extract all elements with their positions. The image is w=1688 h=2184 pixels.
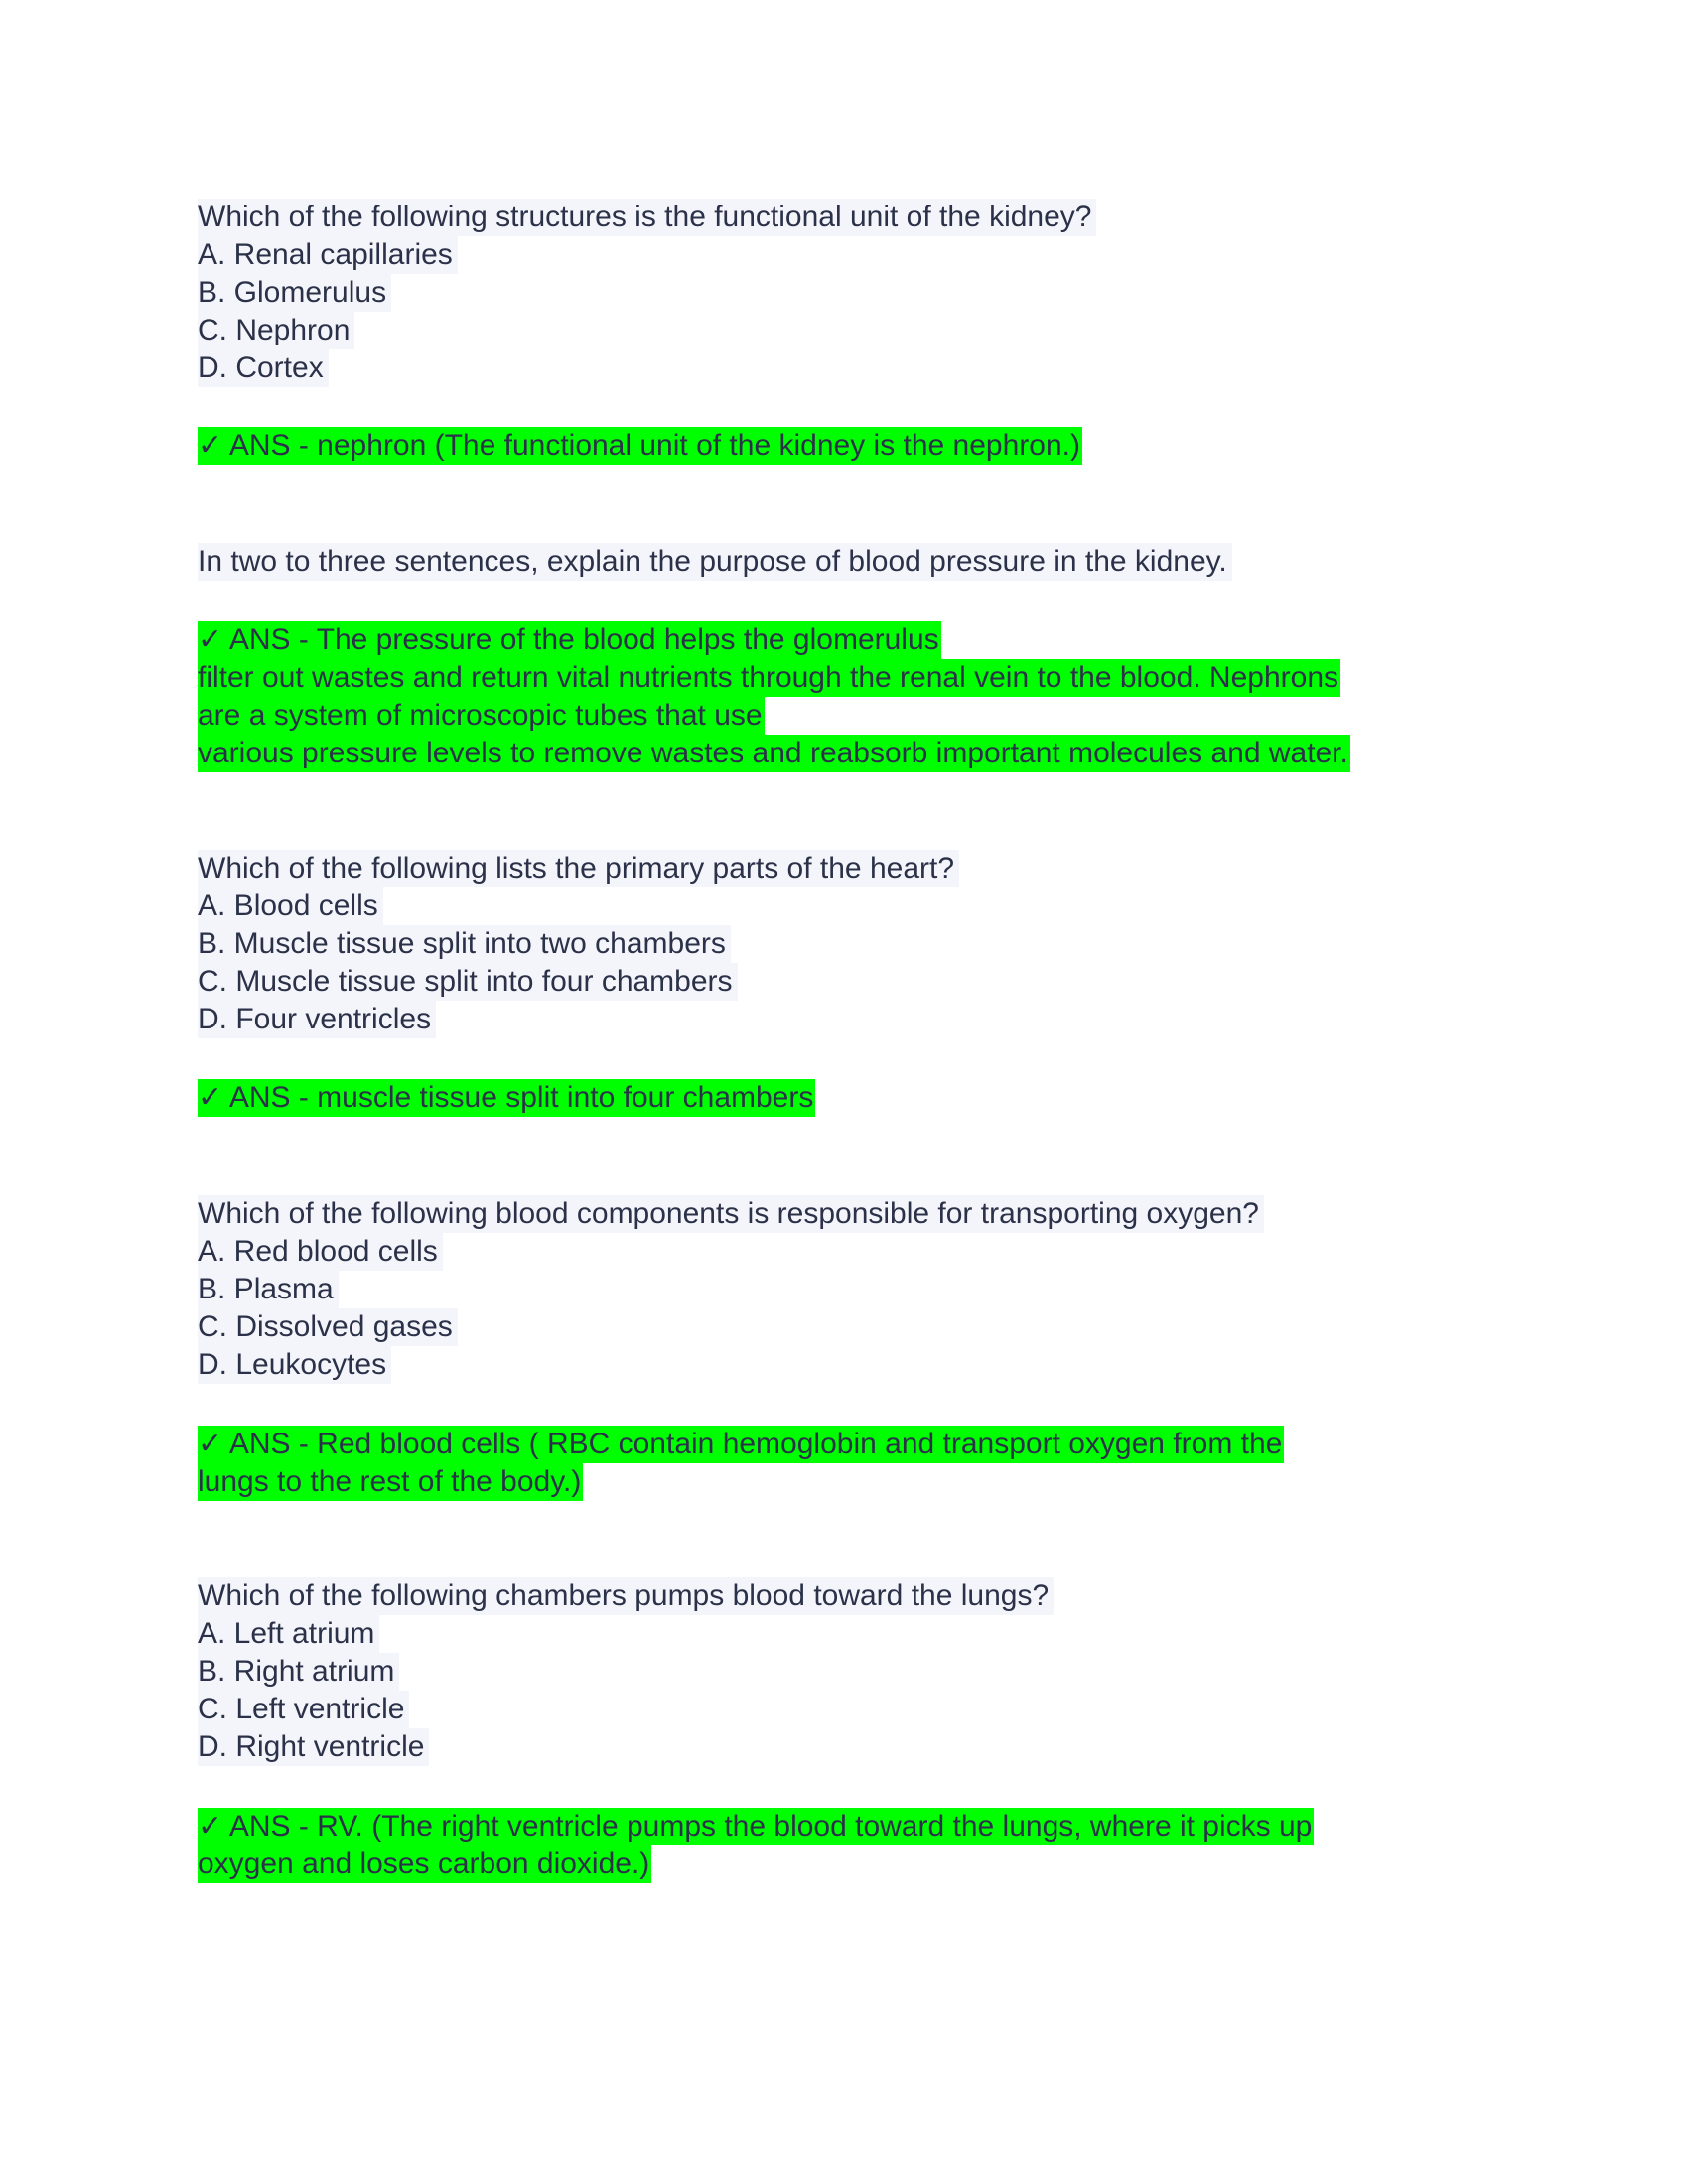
option-a: A. Red blood cells [198,1233,443,1271]
option-c: C. Left ventricle [198,1691,409,1728]
answer-line: various pressure levels to remove wastes and reabsorb important molecules and water. [198,735,1350,772]
question-prompt: Which of the following structures is the functional unit of the kidney? [198,199,1096,236]
option-b: B. Glomerulus [198,274,391,312]
answer-line: ✓ ANS - RV. (The right ventricle pumps the blood toward the lungs, where it picks up [198,1808,1314,1845]
answer-line: lungs to the rest of the body.) [198,1463,583,1501]
question-prompt: In two to three sentences, explain the purpose of blood pressure in the kidney. [198,543,1232,581]
option-c: C. Nephron [198,312,354,349]
answer-4 [198,1426,1284,1501]
answer-line: are a system of microscopic tubes that use [198,697,765,735]
option-d: D. Leukocytes [198,1346,391,1384]
option-a: A. Left atrium [198,1615,379,1653]
option-a: A. Blood cells [198,887,383,925]
option-a: A. Renal capillaries [198,236,458,274]
answer-line: oxygen and loses carbon dioxide.) [198,1845,651,1883]
question-1 [198,199,1096,387]
question-prompt: Which of the following chambers pumps blood toward the lungs? [198,1577,1054,1615]
option-d: D. Cortex [198,349,329,387]
question-3 [198,850,959,1038]
option-c: C. Dissolved gases [198,1308,458,1346]
option-d: D. Right ventricle [198,1728,429,1766]
answer-line: ✓ ANS - The pressure of the blood helps the glomerulus [198,621,941,659]
question-prompt: Which of the following lists the primary parts of the heart? [198,850,959,887]
answer-line: ✓ ANS - muscle tissue split into four chambers [198,1079,815,1117]
answer-line: ✓ ANS - Red blood cells ( RBC contain hemoglobin and transport oxygen from the [198,1426,1284,1463]
answer-3 [198,1079,815,1117]
question-4 [198,1195,1264,1384]
question-prompt: Which of the following blood components is responsible for transporting oxygen? [198,1195,1264,1233]
answer-1 [198,427,1082,465]
answer-5 [198,1808,1314,1883]
option-b: B. Muscle tissue split into two chambers [198,925,731,963]
option-d: D. Four ventricles [198,1001,436,1038]
answer-line: filter out wastes and return vital nutrients through the renal vein to the blood. Nephrons [198,659,1340,697]
option-b: B. Plasma [198,1271,339,1308]
option-b: B. Right atrium [198,1653,399,1691]
option-c: C. Muscle tissue split into four chambers [198,963,738,1001]
question-5 [198,1577,1054,1766]
answer-line: ✓ ANS - nephron (The functional unit of the kidney is the nephron.) [198,427,1082,465]
answer-2 [198,621,1350,772]
question-2 [198,543,1232,581]
